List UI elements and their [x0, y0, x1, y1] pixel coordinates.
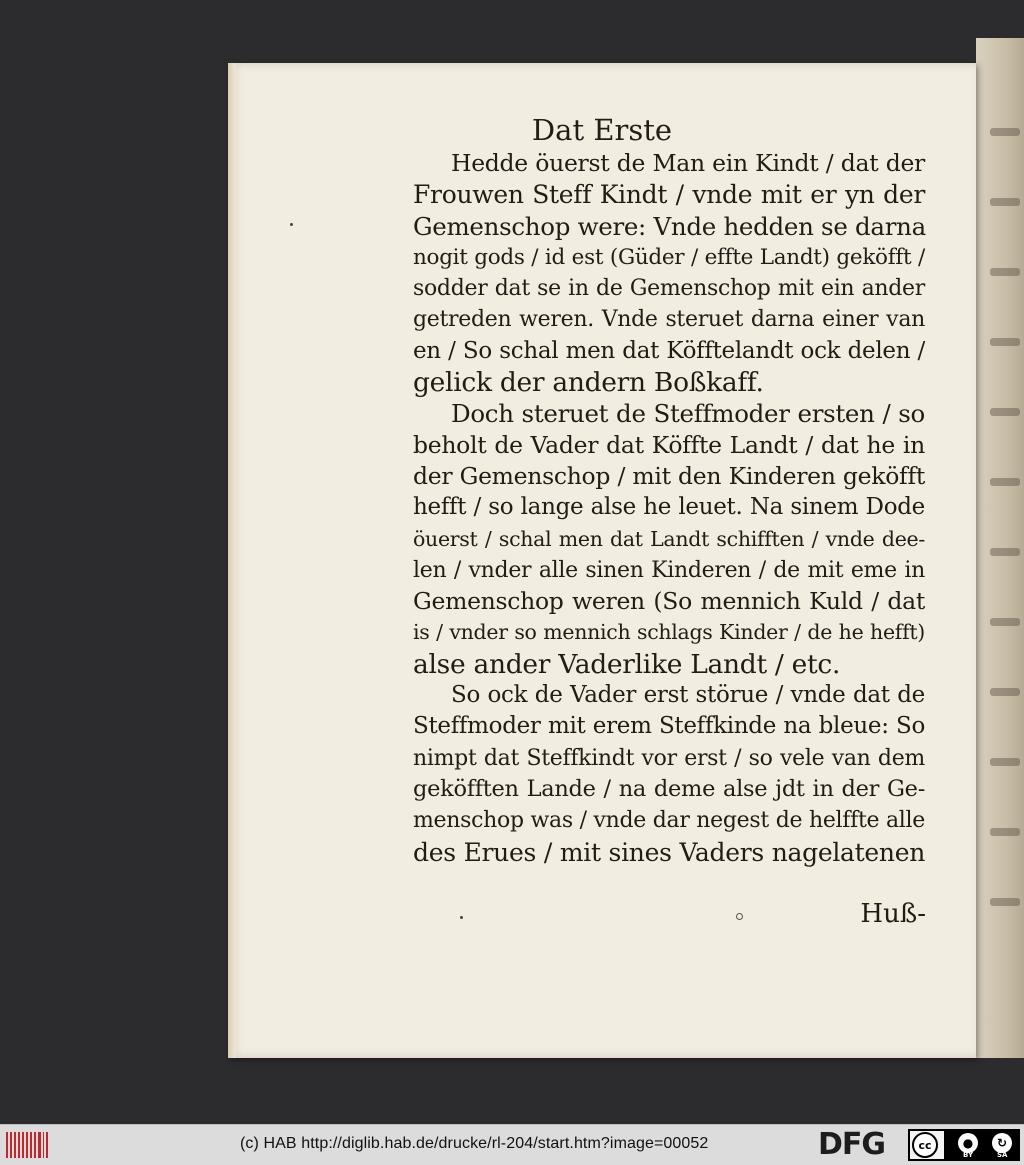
text-line: menschop was / vnde dar negest de helffte alle	[413, 808, 925, 834]
text-line: Hedde öuerst de Man ein Kindt / dat der	[451, 149, 925, 177]
by-label: BY	[963, 1151, 974, 1159]
text-line: nimpt dat Steffkindt vor erst / so vele van dem	[413, 745, 925, 771]
viewer-footer	[0, 1124, 1024, 1165]
person-icon: ●	[958, 1133, 978, 1153]
text-line: Steffmoder mit erem Steffkinde na bleue: So	[413, 713, 925, 740]
copyright-link[interactable]: (c) HAB http://diglib.hab.de/drucke/rl-204/start.htm?image=00052	[240, 1135, 709, 1152]
text-line: des Erues / mit sines Vaders nagelatenen	[413, 837, 925, 867]
text-line: öuerst / schal men dat Landt schifften / vnde dee-	[413, 526, 925, 551]
text-line: Gemenschop weren (So mennich Kuld / dat	[413, 587, 925, 616]
body-text	[413, 148, 925, 868]
text-line: is / vnder so mennich schlags Kinder / de he hefft)	[413, 620, 925, 645]
text-line: beholt de Vader dat Köffte Landt / dat he in	[413, 430, 925, 459]
text-line: der Gemenschop / mit den Kinderen geköfft	[413, 461, 925, 490]
share-alike-icon: ↻	[992, 1133, 1012, 1153]
text-line: gelick der andern Boßkaff.	[413, 367, 764, 399]
catchword: Huß-	[860, 899, 926, 929]
page-heading: Dat Erste	[531, 113, 673, 147]
page-gutter-shadow	[228, 63, 236, 1058]
cc-license-badge[interactable]	[908, 1129, 1020, 1161]
text-line: en / So schal men dat Köfftelandt ock delen /	[413, 337, 925, 364]
sa-label: SA	[997, 1151, 1008, 1159]
library-barcode-logo	[6, 1132, 48, 1158]
text-line: len / vnder alle sinen Kinderen / de mit eme in	[413, 557, 925, 583]
text-line: So ock de Vader erst störue / vnde dat de	[451, 682, 925, 709]
cc-icon: cc	[912, 1132, 938, 1158]
paper-speck	[290, 223, 293, 226]
text-line: sodder dat se in de Gemenschop mit ein ander	[413, 276, 925, 302]
dfg-logo: DFG	[818, 1127, 886, 1162]
adjacent-page-edge	[976, 38, 1024, 1058]
text-line: nogit gods / id est (Güder / effte Landt) geköfft /	[413, 244, 925, 270]
text-line: alse ander Vaderlike Landt / etc.	[413, 648, 841, 680]
paper-speck	[460, 916, 463, 919]
text-line: Gemenschop were: Vnde hedden se darna	[413, 211, 926, 241]
paper-speck	[736, 913, 743, 920]
text-line: getreden weren. Vnde steruet darna einer van	[413, 307, 925, 333]
text-line: Frouwen Steff Kindt / vnde mit er yn der	[413, 180, 925, 210]
text-line: geköfften Lande / na deme alse jdt in der Ge-	[413, 775, 925, 802]
text-line: Doch steruet de Steffmoder ersten / so	[451, 399, 925, 429]
text-line: hefft / so lange alse he leuet. Na sinem Dode	[413, 494, 925, 521]
book-page	[228, 63, 976, 1058]
